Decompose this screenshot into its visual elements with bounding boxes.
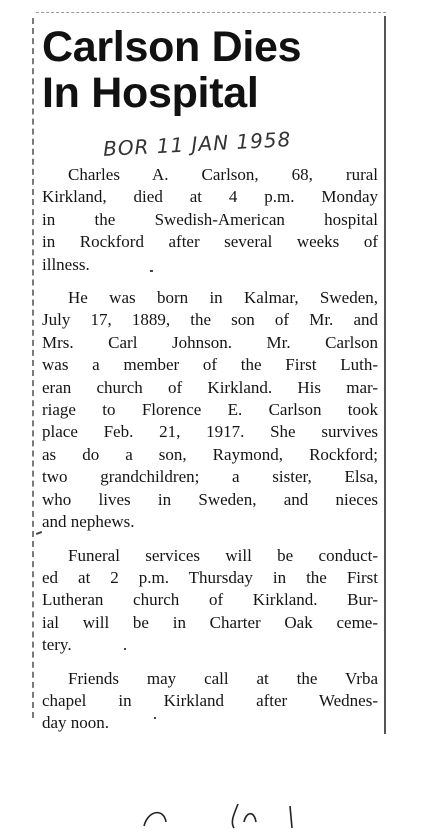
- obituary-body: [42, 164, 378, 746]
- text-line: who lives in Sweden, and nieces: [42, 489, 378, 509]
- text-line: illness.: [42, 254, 90, 274]
- handwritten-date-annotation: BOR 11 JAN 1958: [102, 127, 292, 161]
- text-line: Kirkland, died at 4 p.m. Monday: [42, 187, 378, 207]
- print-speck: [154, 717, 156, 719]
- print-speck: [124, 648, 126, 650]
- text-line: in the Swedish-American hospital: [42, 209, 378, 229]
- text-line: Charles A. Carlson, 68, rural: [68, 165, 378, 184]
- handwritten-scrawl-mark: [130, 792, 330, 832]
- clipping-right-edge: [384, 16, 386, 734]
- text-line: Funeral services will be conduct-: [68, 545, 378, 565]
- headline: [42, 24, 301, 116]
- clipping-left-edge: [32, 18, 34, 718]
- text-line: He was born in Kalmar, Sweden,: [68, 288, 378, 308]
- text-line: ed at 2 p.m. Thursday in the First: [42, 567, 378, 587]
- text-line: was a member of the First Luth-: [42, 355, 378, 375]
- text-line: as do a son, Raymond, Rockford;: [42, 444, 378, 464]
- text-line: ial will be in Charter Oak ceme-: [42, 612, 378, 632]
- paragraph-death-notice: [42, 164, 378, 276]
- text-line: two grandchildren; a sister, Elsa,: [42, 467, 378, 487]
- text-line: Friends may call at the Vrba: [68, 668, 378, 688]
- clipping-top-edge: [36, 12, 386, 13]
- text-line: in Rockford after several weeks of: [42, 232, 378, 252]
- text-line: and nephews.: [42, 512, 135, 532]
- text-line: place Feb. 21, 1917. She survives: [42, 422, 378, 442]
- newspaper-clipping: [32, 12, 388, 734]
- text-line: chapel in Kirkland after Wednes-: [42, 690, 378, 710]
- headline-line-2: In Hospital: [42, 69, 259, 117]
- text-line: eran church of Kirkland. His mar-: [42, 377, 378, 397]
- paragraph-biography: [42, 287, 378, 533]
- text-line: Mrs. Carl Johnson. Mr. Carlson: [42, 332, 378, 352]
- text-line: July 17, 1889, the son of Mr. and: [42, 310, 378, 330]
- text-line: riage to Florence E. Carlson took: [42, 400, 378, 420]
- text-line: day noon.: [42, 713, 110, 733]
- headline-line-1: Carlson Dies: [42, 23, 302, 71]
- text-line: Lutheran church of Kirkland. Bur-: [42, 590, 378, 610]
- paragraph-visitation: [42, 668, 378, 735]
- text-line: tery.: [42, 635, 72, 655]
- paragraph-funeral-services: [42, 545, 378, 657]
- print-speck: [150, 270, 153, 272]
